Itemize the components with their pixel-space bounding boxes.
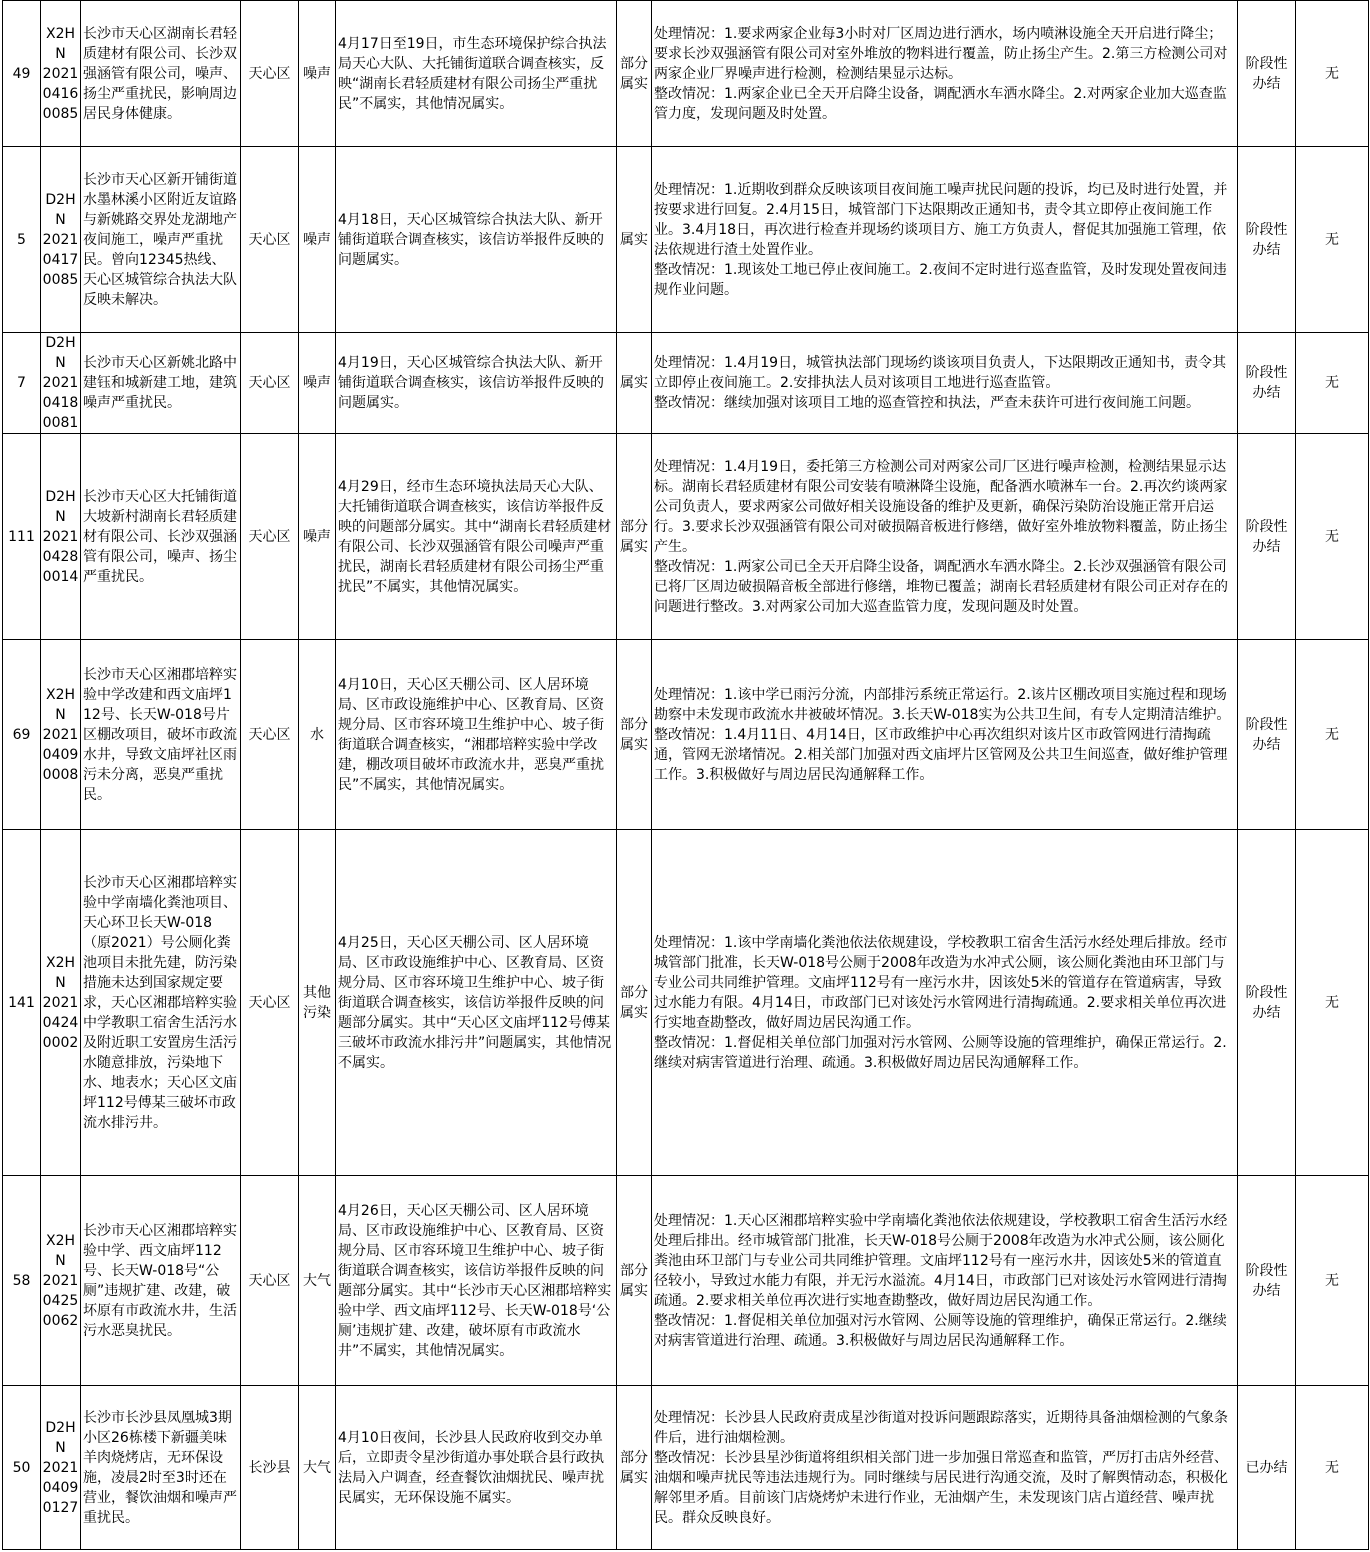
row-status: 阶段性办结 <box>1238 1 1296 147</box>
row-verification: 4月25日，天心区天棚公司、区人居环境局、区市政设施维护中心、区教育局、区资规分局、区市容环境卫生维护中心、坡子街街道联合调查核实，该信访举报件反映的问题部分属实。其中“天心区文庙坪112号傅某三破坏市政流水排污井”问题属实，其他情况不属实。 <box>336 830 617 1176</box>
row-status: 阶段性办结 <box>1238 830 1296 1176</box>
row-area: 天心区 <box>241 830 299 1176</box>
row-area: 天心区 <box>241 333 299 434</box>
table-row <box>3 147 1369 333</box>
row-verification: 4月29日，经市生态环境执法局天心大队、大托铺街道联合调查核实，该信访举报件反映的问题部分属实。其中“湖南长君轻质建材有限公司、长沙双强涵管有限公司噪声严重扰民，湖南长君轻质建材有限公司扬尘严重扰民”不属实，其他情况属实。 <box>336 434 617 640</box>
row-area: 长沙县 <box>241 1386 299 1550</box>
row-verification: 4月18日，天心区城管综合执法大队、新开铺街道联合调查核实，该信访举报件反映的问题属实。 <box>336 147 617 333</box>
row-description: 长沙市天心区湘郡培粹实验中学、西文庙坪112号、长天W-018号“公厕”违规扩建、改建，破坏原有市政流水井，生活污水恶臭扰民。 <box>81 1176 241 1386</box>
row-pollution-type: 大气 <box>299 1386 336 1550</box>
row-verification: 4月10日，天心区天棚公司、区人居环境局、区市政设施维护中心、区教育局、区资规分局、区市容环境卫生维护中心、坡子街街道联合调查核实，“湘郡培粹实验中学改建，棚改项目破坏市政流水井，恶臭严重扰民”不属实，其他情况属实。 <box>336 640 617 830</box>
row-description: 长沙市长沙县凤凰城3期小区26栋楼下新疆美味羊肉烧烤店，无环保设施，凌晨2时至3时还在营业，餐饮油烟和噪声严重扰民。 <box>81 1386 241 1550</box>
rectification-text: 整改情况：1.督促相关单位加强对污水管网、公厕等设施的管理维护，确保正常运行。2.继续对病害管道进行治理、疏通。3.积极做好与周边居民沟通解释工作。 <box>654 1312 1227 1349</box>
row-description: 长沙市天心区湘郡培粹实验中学改建和西文庙坪112号、长天W-018号片区棚改项目，破坏市政流水井，导致文庙坪社区雨污未分离，恶臭严重扰民。 <box>81 640 241 830</box>
row-accountability: 无 <box>1296 1386 1369 1550</box>
row-pollution-type: 噪声 <box>299 147 336 333</box>
table-row <box>3 640 1369 830</box>
handling-text: 处理情况：1.该中学已雨污分流，内部排污系统正常运行。2.该片区棚改项目实施过程和现场勘察中未发现市政流水井被破坏情况。3.长天W-018实为公共卫生间，有专人定期清洁维护。 <box>654 686 1231 723</box>
row-area: 天心区 <box>241 1176 299 1386</box>
row-truth: 属实 <box>617 333 652 434</box>
row-truth: 部分属实 <box>617 1 652 147</box>
row-seq: 5 <box>3 147 41 333</box>
row-status: 阶段性办结 <box>1238 640 1296 830</box>
handling-text: 处理情况：1.4月19日，委托第三方检测公司对两家公司厂区进行噪声检测，检测结果显示达标。湖南长君轻质建材有限公司安装有喷淋降尘设施，配备洒水喷淋车一台。2.再次约谈两家公司负责人，要求两家公司做好相关设施设备的维护及更新，确保污染防治设施正常开启运行。3.要求长沙双强涵管有限公司对破损隔音板进行修缮，做好室外堆放物料覆盖，防止扬尘产生。 <box>654 458 1228 555</box>
row-verification: 4月19日，天心区城管综合执法大队、新开铺街道联合调查核实，该信访举报件反映的问题属实。 <box>336 333 617 434</box>
row-area: 天心区 <box>241 434 299 640</box>
row-pollution-type: 水 <box>299 640 336 830</box>
row-code: D2HN 2021 0417 0085 <box>41 147 81 333</box>
complaint-table <box>2 0 1369 1550</box>
row-truth: 部分属实 <box>617 434 652 640</box>
row-area: 天心区 <box>241 147 299 333</box>
row-status: 阶段性办结 <box>1238 147 1296 333</box>
row-code: X2HN 2021 0425 0062 <box>41 1176 81 1386</box>
handling-text: 处理情况：1.近期收到群众反映该项目夜间施工噪声扰民问题的投诉，均已及时进行处置，并按要求进行回复。2.4月15日，城管部门下达限期改正通知书，责令其立即停止夜间施工作业。3.4月18日，再次进行检查并现场约谈项目方、施工方负责人，督促其加强施工管理，依法依规进行渣土处置作业。 <box>654 181 1228 258</box>
row-description: 长沙市天心区新开铺街道水墨林溪小区附近友谊路与新姚路交界处龙湖地产夜间施工，噪声严重扰民。曾向12345热线、天心区城管综合执法大队反映未解决。 <box>81 147 241 333</box>
row-truth: 部分属实 <box>617 1386 652 1550</box>
row-pollution-type: 大气 <box>299 1176 336 1386</box>
row-pollution-type: 其他污染 <box>299 830 336 1176</box>
row-verification: 4月17日至19日，市生态环境保护综合执法局天心大队、大托铺街道联合调查核实，反映“湖南长君轻质建材有限公司扬尘严重扰民”不属实，其他情况属实。 <box>336 1 617 147</box>
row-pollution-type: 噪声 <box>299 434 336 640</box>
handling-text: 处理情况：1.4月19日，城管执法部门现场约谈该项目负责人，下达限期改正通知书，责令其立即停止夜间施工。2.安排执法人员对该项目工地进行巡查监管。 <box>654 355 1227 391</box>
row-status: 阶段性办结 <box>1238 1176 1296 1386</box>
handling-text: 处理情况：1.天心区湘郡培粹实验中学南墙化粪池依法依规建设，学校教职工宿舍生活污水经处理后排出。经市城管部门批准，长天W-018号公厕于2008年改造为水冲式公厕，该公厕化粪池由环卫部门与专业公司共同维护管理。文庙坪112号有一座污水井，因该处5米的管道直径较小，导致过水能力有限，并无污水溢流。4月14日，市政部门已对该处污水管网进行清掏疏通。2.要求相关单位再次进行实地查勘整改，做好周边居民沟通工作。 <box>654 1212 1228 1309</box>
row-seq: 50 <box>3 1386 41 1550</box>
row-status: 已办结 <box>1238 1386 1296 1550</box>
row-accountability: 无 <box>1296 1176 1369 1386</box>
row-accountability: 无 <box>1296 434 1369 640</box>
row-seq: 49 <box>3 1 41 147</box>
row-seq: 7 <box>3 333 41 434</box>
row-verification: 4月10日夜间，长沙县人民政府收到交办单后，立即责令星沙街道办事处联合县行政执法局入户调查，经查餐饮油烟扰民、噪声扰民属实，无环保设施不属实。 <box>336 1386 617 1550</box>
handling-text: 处理情况：1.该中学南墙化粪池依法依规建设，学校教职工宿舍生活污水经处理后排放。经市城管部门批准，长天W-018号公厕于2008年改造为水冲式公厕，该公厕化粪池由环卫部门与专业公司共同维护管理。文庙坪112号有一座污水井，因该处5米的管道存在管道病害，导致过水能力有限。4月14日，市政部门已对该处污水管网进行清掏疏通。2.要求相关单位再次进行实地查勘整改，做好周边居民沟通工作。 <box>654 934 1228 1031</box>
row-description: 长沙市天心区湖南长君轻质建材有限公司、长沙双强涵管有限公司，噪声、扬尘严重扰民，影响周边居民身体健康。 <box>81 1 241 147</box>
row-area: 天心区 <box>241 1 299 147</box>
row-verification: 4月26日，天心区天棚公司、区人居环境局、区市政设施维护中心、区教育局、区资规分局、区市容环境卫生维护中心、坡子街街道联合调查核实，该信访举报件反映的问题部分属实。其中“长沙市天心区湘郡培粹实验中学、西文庙坪112号、长天W-018号‘公厕’违规扩建、改建，破坏原有市政流水井”不属实，其他情况属实。 <box>336 1176 617 1386</box>
rectification-text: 整改情况：1.4月11日、4月14日，区市政维护中心再次组织对该片区市政管网进行清掏疏通，管网无淤堵情况。2.相关部门加强对西文庙坪片区管网及公共卫生间巡查，做好维护管理工作。3.积极做好与周边居民沟通解释工作。 <box>654 726 1228 783</box>
row-description: 长沙市天心区大托铺街道大坡新村湖南长君轻质建材有限公司、长沙双强涵管有限公司，噪声、扬尘严重扰民。 <box>81 434 241 640</box>
table-row <box>3 1386 1369 1550</box>
table-row <box>3 1176 1369 1386</box>
row-pollution-type: 噪声 <box>299 1 336 147</box>
table-row <box>3 830 1369 1176</box>
row-accountability: 无 <box>1296 830 1369 1176</box>
row-code: D2HN 2021 0428 0014 <box>41 434 81 640</box>
rectification-text: 整改情况：1.两家公司已全天开启降尘设备，调配洒水车洒水降尘。2.长沙双强涵管有限公司已将厂区周边破损隔音板全部进行修缮，堆物已覆盖；湖南长君轻质建材有限公司正对存在的问题进行整改。3.对两家公司加大巡查监管力度，发现问题及时处置。 <box>654 558 1228 615</box>
row-seq: 69 <box>3 640 41 830</box>
row-code: X2HN 2021 0416 0085 <box>41 1 81 147</box>
row-handling <box>652 147 1238 333</box>
rectification-text: 整改情况：1.两家企业已全天开启降尘设备，调配洒水车洒水降尘。2.对两家企业加大巡查监管力度，发现问题及时处置。 <box>654 85 1227 122</box>
table-row <box>3 434 1369 640</box>
row-truth: 部分属实 <box>617 1176 652 1386</box>
row-seq: 111 <box>3 434 41 640</box>
row-handling <box>652 1 1238 147</box>
row-area: 天心区 <box>241 640 299 830</box>
row-accountability: 无 <box>1296 640 1369 830</box>
row-truth: 部分属实 <box>617 640 652 830</box>
row-code: X2HN 2021 0409 0008 <box>41 640 81 830</box>
row-seq: 58 <box>3 1176 41 1386</box>
row-seq: 141 <box>3 830 41 1176</box>
row-code: D2HN 2021 0418 0081 <box>41 333 81 434</box>
rectification-text: 整改情况：1.现该处工地已停止夜间施工。2.夜间不定时进行巡查监管，及时发现处置夜间违规作业问题。 <box>654 261 1227 298</box>
rectification-text: 整改情况：继续加强对该项目工地的巡查管控和执法，严查未获许可进行夜间施工问题。 <box>654 395 1200 411</box>
rectification-text: 整改情况：长沙县星沙街道将组织相关部门进一步加强日常巡查和监管，严厉打击店外经营、油烟和噪声扰民等违法违规行为。同时继续与居民进行沟通交流，及时了解舆情动态，积极化解邻里矛盾。目前该门店烧烤炉未进行作业，无油烟产生，未发现该门店占道经营、噪声扰民。群众反映良好。 <box>654 1449 1228 1526</box>
row-handling <box>652 333 1238 434</box>
row-accountability: 无 <box>1296 333 1369 434</box>
row-accountability: 无 <box>1296 1 1369 147</box>
row-status: 阶段性办结 <box>1238 333 1296 434</box>
row-description: 长沙市天心区湘郡培粹实验中学南墙化粪池项目、天心环卫长天W-018（原2021）号公厕化粪池项目未批先建，防污染措施未达到国家规定要求，天心区湘郡培粹实验中学教职工宿舍生活污水及附近职工安置房生活污水随意排放，污染地下水、地表水；天心区文庙坪112号傅某三破坏市政流水排污井。 <box>81 830 241 1176</box>
row-truth: 部分属实 <box>617 830 652 1176</box>
row-code: D2HN 2021 0409 0127 <box>41 1386 81 1550</box>
table-row <box>3 1 1369 147</box>
row-accountability: 无 <box>1296 147 1369 333</box>
row-handling <box>652 434 1238 640</box>
row-description: 长沙市天心区新姚北路中建钰和城新建工地，建筑噪声严重扰民。 <box>81 333 241 434</box>
row-handling <box>652 1386 1238 1550</box>
handling-text: 处理情况：长沙县人民政府责成星沙街道对投诉问题跟踪落实，近期待具备油烟检测的气象条件后，进行油烟检测。 <box>654 1409 1228 1446</box>
row-status: 阶段性办结 <box>1238 434 1296 640</box>
rectification-text: 整改情况：1.督促相关单位部门加强对污水管网、公厕等设施的管理维护，确保正常运行。2.继续对病害管道进行治理、疏通。3.积极做好周边居民沟通解释工作。 <box>654 1034 1227 1071</box>
handling-text: 处理情况：1.要求两家企业每3小时对厂区周边进行洒水，场内喷淋设施全天开启进行降尘；要求长沙双强涵管有限公司对室外堆放的物料进行覆盖，防止扬尘产生。2.第三方检测公司对两家企业厂界噪声进行检测，检测结果显示达标。 <box>654 25 1228 82</box>
row-code: X2HN 2021 0424 0002 <box>41 830 81 1176</box>
row-pollution-type: 噪声 <box>299 333 336 434</box>
row-truth: 属实 <box>617 147 652 333</box>
table-row <box>3 333 1369 434</box>
row-handling <box>652 1176 1238 1386</box>
row-handling <box>652 830 1238 1176</box>
row-handling <box>652 640 1238 830</box>
